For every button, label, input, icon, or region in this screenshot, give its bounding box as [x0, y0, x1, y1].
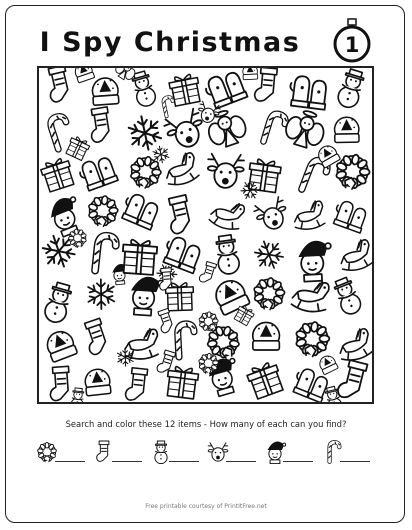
- snowman-picture: [332, 276, 364, 317]
- footer-credit: Free printable courtesy of PrintItFree.net: [145, 503, 267, 510]
- instructions-text: Search and color these 12 items - How many of each can you find?: [65, 419, 347, 429]
- mittens-picture: [77, 154, 118, 192]
- legend-item: [36, 440, 91, 476]
- legend-item: [93, 440, 148, 476]
- mittens-picture: [331, 199, 368, 233]
- stocking-picture: [155, 308, 175, 333]
- snowman-picture: [43, 281, 74, 325]
- wreath-picture: [251, 276, 286, 311]
- stocking-picture: [164, 195, 193, 235]
- snowman-picture: [70, 388, 84, 402]
- snow-globe-picture: [253, 322, 280, 350]
- rocking-horse-picture: [208, 197, 246, 233]
- snow-globe-picture: [317, 353, 338, 374]
- rocking-horse-picture: [337, 239, 372, 273]
- rocking-horse-picture: [336, 327, 372, 363]
- legend-item: [321, 440, 376, 476]
- count-blank[interactable]: [340, 461, 370, 462]
- snow-globe-picture: [44, 328, 78, 363]
- snow-globe-picture: [84, 368, 111, 396]
- item-legend: [36, 440, 381, 480]
- rocking-horse-picture: [292, 200, 325, 231]
- ornament-badge: [330, 18, 374, 64]
- mittens-picture: [288, 75, 328, 110]
- present-picture: [65, 135, 91, 161]
- snow-globe-picture: [242, 68, 257, 80]
- wreath-picture: [86, 194, 121, 229]
- stocking-picture: [125, 367, 148, 401]
- stocking-picture: [44, 68, 72, 103]
- snowman-picture: [214, 234, 240, 275]
- wreath-picture: [127, 154, 164, 191]
- mittens-picture: [119, 191, 161, 230]
- snowflake-picture: [125, 113, 165, 153]
- present-picture: [165, 283, 194, 311]
- snow-globe-picture: [334, 117, 359, 143]
- legend-item: [150, 440, 205, 476]
- count-blank[interactable]: [55, 461, 85, 462]
- reindeer-picture: [252, 196, 291, 234]
- legend-item: [207, 440, 262, 476]
- count-blank[interactable]: [226, 461, 256, 462]
- reindeer-picture: [207, 154, 244, 189]
- elf-picture: [299, 241, 333, 282]
- count-blank[interactable]: [169, 461, 199, 462]
- elf-picture: [131, 276, 164, 316]
- stocking-picture: [48, 366, 70, 401]
- present-picture: [165, 366, 199, 400]
- stocking-picture: [87, 107, 112, 143]
- present-picture: [39, 156, 75, 192]
- page-title: I Spy Christmas: [39, 27, 301, 58]
- snowman-picture: [336, 68, 367, 110]
- present-picture: [121, 239, 157, 275]
- snowflake-picture: [86, 279, 116, 309]
- angel-picture: [282, 106, 328, 151]
- candy-cane-picture: [93, 234, 118, 273]
- candy-cane-picture: [162, 96, 177, 117]
- snow-globe-picture: [92, 77, 119, 105]
- candy-cane-picture: [175, 322, 196, 357]
- candy-cane-picture: [262, 111, 289, 147]
- count-blank[interactable]: [283, 461, 313, 462]
- stocking-picture: [81, 318, 110, 356]
- count-blank[interactable]: [112, 461, 142, 462]
- mittens-picture: [203, 68, 248, 109]
- snow-globe-picture: [73, 68, 95, 83]
- stocking-picture: [198, 261, 216, 285]
- i-spy-puzzle: [37, 66, 374, 404]
- ornament-number: 1: [344, 33, 360, 57]
- rocking-horse-picture: [291, 278, 330, 314]
- present-picture: [245, 360, 285, 399]
- snowflake-picture: [251, 236, 288, 273]
- legend-item: [264, 440, 319, 476]
- wreath-picture: [292, 319, 332, 359]
- stocking-picture: [336, 359, 367, 401]
